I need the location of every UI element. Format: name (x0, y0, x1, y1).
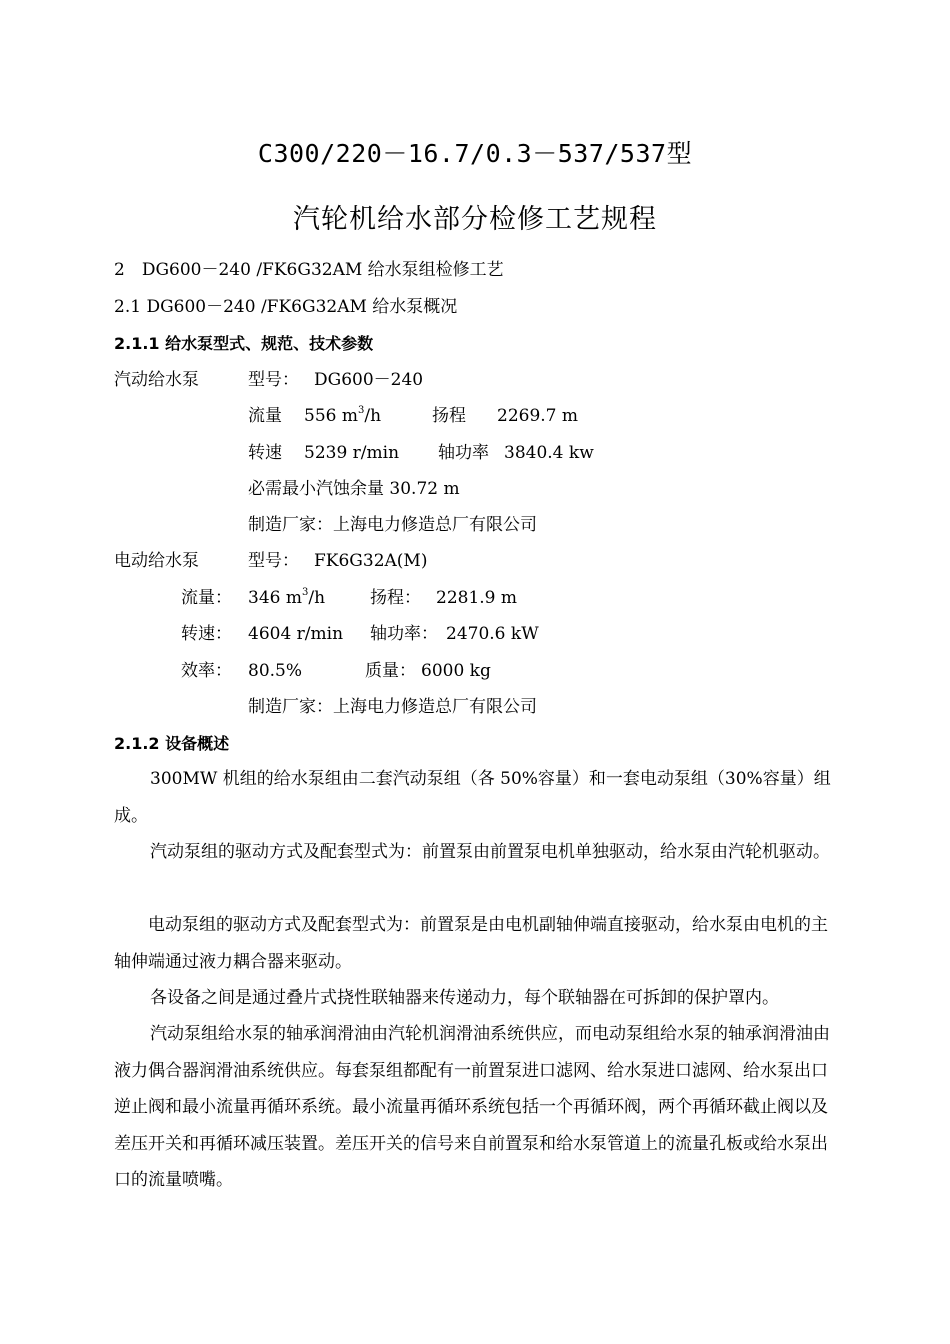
paragraph-4: 各设备之间是通过叠片式挠性联轴器来传递动力，每个联轴器在可拆卸的保护罩内。 (150, 988, 779, 1008)
electric-pump-speed-label: 转速： (181, 624, 232, 644)
steam-pump-power-value: 3840.4 kw (504, 443, 594, 463)
section-2-heading: 2 DG600－240 /FK6G32AM 给水泵组检修工艺 (114, 260, 504, 280)
steam-pump-speed-label: 转速 (248, 443, 282, 463)
document-title-model: C300/220－16.7/0.3－537/537型 (257, 139, 693, 168)
electric-pump-model-label: 型号： (248, 551, 299, 571)
steam-pump-head-value: 2269.7 m (497, 406, 579, 426)
electric-pump-flow-value: 346 $m^3/h$ (248, 587, 326, 608)
electric-pump-head-label: 扬程： (370, 588, 421, 608)
document-title: 汽轮机给水部分检修工艺规程 (293, 204, 657, 235)
steam-pump-npsh: 必需最小汽蚀余量 30.72 m (248, 479, 460, 499)
steam-pump-model-label: 型号： (248, 370, 299, 390)
paragraph-3: 电动泵组的驱动方式及配套型式为：前置泵是由电机副轴伸端直接驱动，给水泵由电机的主轴伸端通过液力耦合器来驱动。 (114, 915, 828, 972)
section-2-1-1-heading: 2.1.1 给水泵型式、规范、技术参数 (114, 334, 374, 353)
electric-pump-head-value: 2281.9 m (436, 588, 518, 608)
steam-pump-label: 汽动给水泵 (114, 370, 199, 390)
steam-pump-model-value: DG600－240 (314, 370, 424, 390)
steam-pump-speed-value: 5239 r/min (304, 443, 400, 463)
steam-pump-head-label: 扬程 (432, 406, 466, 426)
electric-pump-model-value: FK6G32A(M) (314, 551, 428, 571)
steam-pump-power-label: 轴功率 (438, 443, 489, 463)
electric-pump-efficiency-value: 80.5% (248, 661, 303, 681)
section-2-1-heading: 2.1 DG600－240 /FK6G32AM 给水泵概况 (114, 297, 458, 317)
steam-pump-maker: 制造厂家：上海电力修造总厂有限公司 (248, 515, 537, 535)
electric-pump-speed-value: 4604 r/min (248, 624, 344, 644)
paragraph-2: 汽动泵组的驱动方式及配套型式为：前置泵由前置泵电机单独驱动，给水泵由汽轮机驱动。 (150, 842, 830, 862)
electric-pump-efficiency-label: 效率： (181, 661, 232, 681)
steam-pump-flow-value: 556 $m^3/h$ (304, 405, 382, 426)
paragraph-5: 汽动泵组给水泵的轴承润滑油由汽轮机润滑油系统供应，而电动泵组给水泵的轴承润滑油由液力偶合器润滑油系统供应。每套泵组都配有一前置泵进口滤网、给水泵进口滤网、给水泵出口逆止阀和最小流量再循环系统。最小流量再循环系统包括一个再循环阀，两个再循环截止阀以及差压开关和再循环减压装置。差压开关的信号来自前置泵和给水泵管道上的流量孔板或给水泵出口的流量喷嘴。 (114, 1024, 830, 1190)
electric-pump-maker: 制造厂家：上海电力修造总厂有限公司 (248, 697, 537, 717)
electric-pump-power-label: 轴功率： (370, 624, 438, 644)
electric-pump-label: 电动给水泵 (114, 551, 199, 571)
electric-pump-mass-value: 6000 kg (421, 661, 491, 681)
section-2-1-2-heading: 2.1.2 设备概述 (114, 734, 230, 753)
electric-pump-mass-label: 质量： (365, 661, 416, 681)
steam-pump-flow-label: 流量 (248, 406, 282, 426)
electric-pump-flow-label: 流量： (181, 588, 232, 608)
paragraph-1: 300MW 机组的给水泵组由二套汽动泵组（各 50%容量）和一套电动泵组（30%容量）组成。 (114, 769, 831, 826)
electric-pump-power-value: 2470.6 kW (446, 624, 539, 644)
